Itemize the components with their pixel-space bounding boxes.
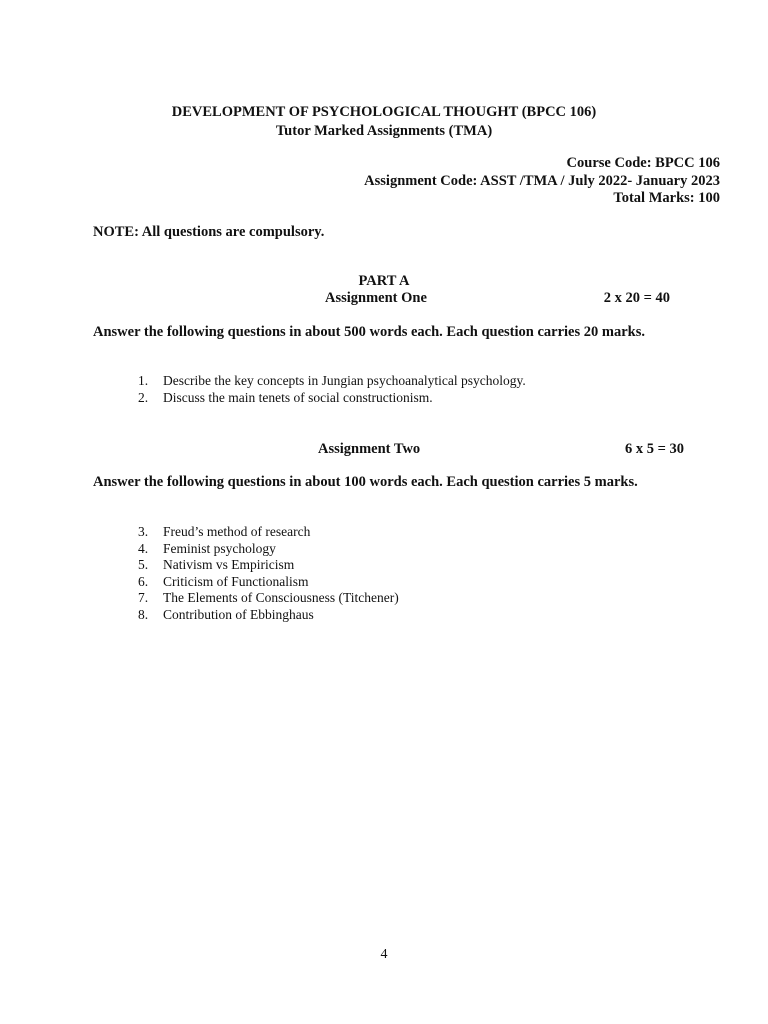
assignment-one-marks: 2 x 20 = 40	[603, 290, 670, 306]
document-title: DEVELOPMENT OF PSYCHOLOGICAL THOUGHT (BPCC 106)	[171, 104, 597, 120]
question-number: 1.	[138, 373, 149, 388]
assignment-one-title: Assignment One	[325, 290, 427, 306]
question-text: Freud’s method of research	[163, 524, 311, 539]
list-item	[138, 590, 399, 607]
assignment-two-instruction: Answer the following questions in about 100 words each. Each question carries 5 marks.	[93, 474, 638, 490]
question-text: Criticism of Functionalism	[163, 573, 309, 589]
list-item	[138, 607, 399, 624]
assignment-two-marks: 6 x 5 = 30	[624, 441, 684, 457]
assignment-one-header	[0, 290, 768, 308]
assignment-one-instruction: Answer the following questions in about 500 words each. Each question carries 20 marks.	[93, 324, 645, 340]
question-text: The Elements of Consciousness (Titchener)	[163, 590, 399, 605]
question-text: Feminist psychology	[163, 540, 276, 556]
course-code: Course Code: BPCC 106	[566, 155, 720, 171]
question-text: Describe the key concepts in Jungian psychoanalytical psychology.	[163, 373, 526, 388]
question-number: 8.	[138, 606, 149, 622]
question-text: Discuss the main tenets of social constructionism.	[163, 389, 433, 405]
question-number: 7.	[138, 590, 149, 605]
assignment-two-header	[0, 441, 768, 459]
question-number: 6.	[138, 573, 149, 589]
assignment-code: Assignment Code: ASST /TMA / July 2022- January 2023	[364, 173, 720, 189]
list-item	[138, 541, 399, 558]
list-item	[138, 390, 526, 407]
question-number: 3.	[138, 524, 149, 539]
question-text: Contribution of Ebbinghaus	[163, 606, 314, 622]
list-item	[138, 557, 399, 574]
note-text: NOTE: All questions are compulsory.	[93, 224, 325, 240]
assignment-one-question-list	[138, 373, 526, 406]
document-subtitle: Tutor Marked Assignments (TMA)	[275, 123, 493, 139]
assignment-two-title: Assignment Two	[318, 441, 421, 457]
assignment-two-question-list	[138, 524, 399, 623]
question-text: Nativism vs Empiricism	[163, 557, 295, 572]
total-marks: Total Marks: 100	[613, 190, 720, 206]
page-number: 4	[380, 947, 388, 962]
question-number: 2.	[138, 389, 149, 405]
list-item	[138, 373, 526, 390]
list-item	[138, 524, 399, 541]
question-number: 4.	[138, 540, 149, 556]
list-item	[138, 574, 399, 591]
question-number: 5.	[138, 557, 149, 572]
part-title: PART A	[358, 273, 410, 289]
